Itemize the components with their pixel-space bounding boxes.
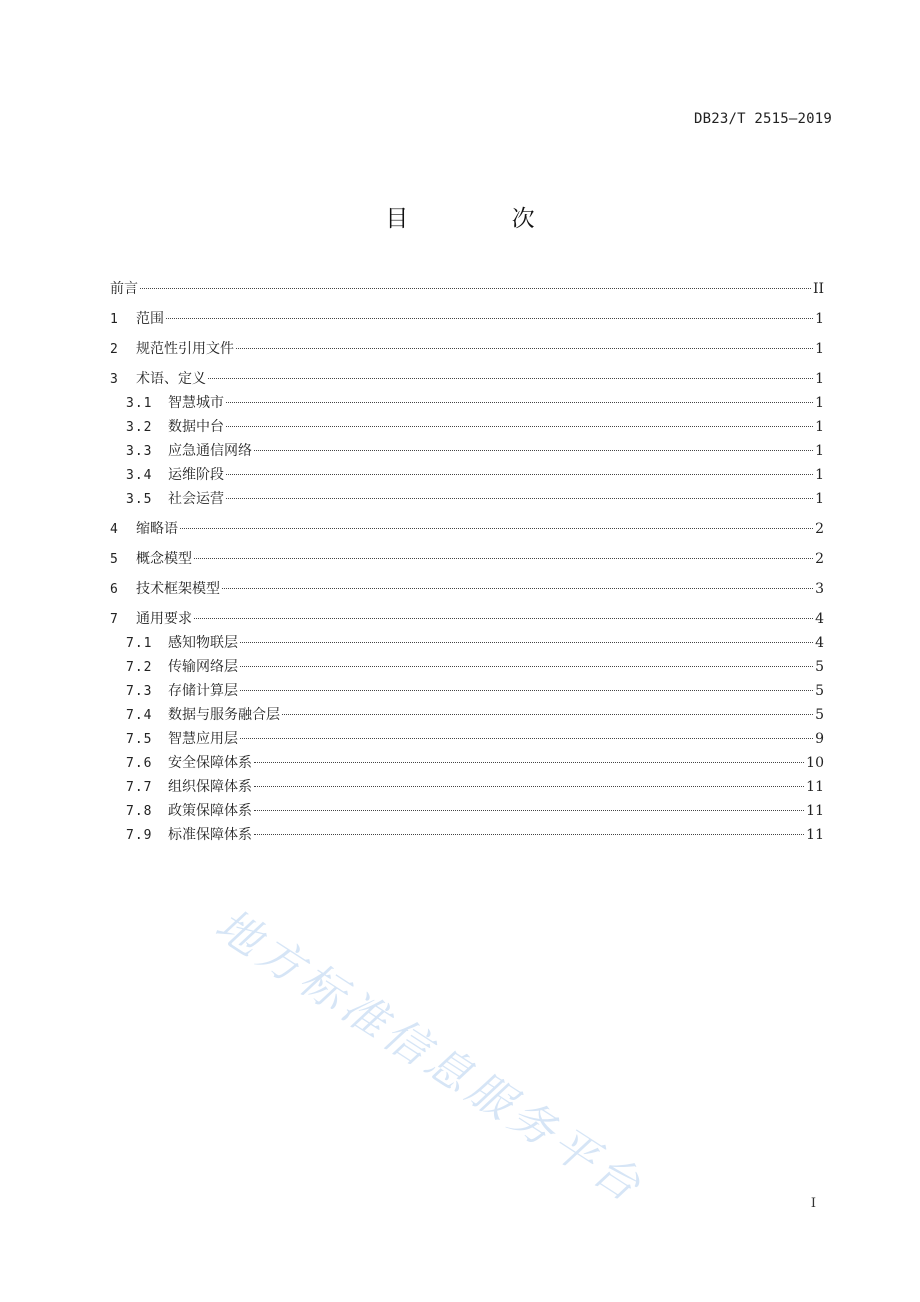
toc-leader-dots bbox=[282, 714, 813, 715]
toc-entry-page: II bbox=[812, 281, 824, 297]
toc-entry[interactable] bbox=[110, 775, 824, 799]
toc-entry-number: 7 bbox=[110, 612, 118, 627]
toc-entry[interactable] bbox=[110, 751, 824, 775]
toc-entry-number: 6 bbox=[110, 582, 118, 597]
toc-leader-dots bbox=[226, 498, 813, 499]
toc-entry-label: 智慧应用层 bbox=[168, 731, 238, 747]
toc-entry-page: 2 bbox=[815, 551, 824, 567]
document-code: DB23/T 2515—2019 bbox=[693, 111, 832, 127]
toc-entry-page: 1 bbox=[815, 395, 824, 411]
toc-leader-dots bbox=[254, 450, 813, 451]
toc-entry-label: 存储计算层 bbox=[168, 683, 238, 699]
toc-entry-number: 4 bbox=[110, 522, 118, 537]
toc-entry-number: 3.5 bbox=[126, 492, 153, 507]
toc-entry-number: 3.1 bbox=[126, 396, 153, 411]
toc-leader-dots bbox=[194, 618, 813, 619]
toc-entry-number: 1 bbox=[110, 312, 118, 327]
toc-entry-page: 5 bbox=[815, 683, 824, 699]
toc-entry-label: 组织保障体系 bbox=[168, 779, 252, 795]
toc-leader-dots bbox=[240, 642, 813, 643]
toc-leader-dots bbox=[254, 810, 804, 811]
toc-leader-dots bbox=[240, 666, 813, 667]
toc-entry-label: 范围 bbox=[136, 311, 164, 327]
toc-entry-page: 1 bbox=[815, 371, 824, 387]
toc-entry-number: 3.3 bbox=[126, 444, 153, 459]
toc-leader-dots bbox=[240, 738, 813, 739]
toc-entry-page: 1 bbox=[815, 467, 824, 483]
toc-leader-dots bbox=[254, 834, 804, 835]
toc-leader-dots bbox=[226, 474, 813, 475]
toc-entry-page: 1 bbox=[815, 419, 824, 435]
toc-entry-number: 7.1 bbox=[126, 636, 153, 651]
watermark-text: 地方标准信息服务平台 bbox=[206, 899, 654, 1215]
toc-entry[interactable] bbox=[110, 577, 824, 601]
toc-entry[interactable] bbox=[110, 727, 824, 751]
page-number: I bbox=[810, 1196, 816, 1211]
toc-entry[interactable] bbox=[110, 607, 824, 631]
toc-entry-page: 2 bbox=[815, 521, 824, 537]
toc-entry-label: 数据与服务融合层 bbox=[168, 707, 280, 723]
toc-entry-number: 7.2 bbox=[126, 660, 153, 675]
toc-entry-label: 传输网络层 bbox=[168, 659, 238, 675]
toc-entry-number: 7.5 bbox=[126, 732, 153, 747]
toc-entry-number: 7.3 bbox=[126, 684, 153, 699]
toc-entry-label: 技术框架模型 bbox=[136, 581, 220, 597]
toc-leader-dots bbox=[208, 378, 813, 379]
toc-entry-label: 感知物联层 bbox=[168, 635, 238, 651]
toc-entry-page: 11 bbox=[806, 827, 824, 843]
toc-entry-number: 7.6 bbox=[126, 756, 153, 771]
toc-entry-label: 概念模型 bbox=[136, 551, 192, 567]
toc-entry-label: 通用要求 bbox=[136, 611, 192, 627]
toc-entry[interactable] bbox=[110, 307, 824, 331]
toc-entry-page: 1 bbox=[815, 341, 824, 357]
toc-entry-number: 7.9 bbox=[126, 828, 153, 843]
toc-entry[interactable] bbox=[110, 337, 824, 361]
toc-entry[interactable] bbox=[110, 463, 824, 487]
toc-entry-page: 1 bbox=[815, 443, 824, 459]
toc-entry-label: 缩略语 bbox=[136, 521, 178, 537]
table-of-contents bbox=[110, 277, 824, 847]
toc-entry-number: 5 bbox=[110, 552, 118, 567]
toc-leader-dots bbox=[222, 588, 813, 589]
toc-entry[interactable] bbox=[110, 391, 824, 415]
toc-entry-page: 5 bbox=[815, 659, 824, 675]
toc-entry-page: 4 bbox=[815, 635, 824, 651]
toc-leader-dots bbox=[194, 558, 813, 559]
toc-entry-number: 3.4 bbox=[126, 468, 153, 483]
toc-entry-label: 安全保障体系 bbox=[168, 755, 252, 771]
toc-entry-label: 数据中台 bbox=[168, 419, 224, 435]
toc-leader-dots bbox=[226, 426, 813, 427]
toc-entry-label: 标准保障体系 bbox=[168, 827, 252, 843]
toc-entry-label: 运维阶段 bbox=[168, 467, 224, 483]
toc-leader-dots bbox=[254, 762, 804, 763]
toc-entry[interactable] bbox=[110, 547, 824, 571]
toc-entry-label: 智慧城市 bbox=[168, 395, 224, 411]
toc-entry[interactable] bbox=[110, 415, 824, 439]
toc-entry-page: 4 bbox=[815, 611, 824, 627]
toc-entry-number: 7.4 bbox=[126, 708, 153, 723]
toc-entry[interactable] bbox=[110, 367, 824, 391]
page-title: 目 次 bbox=[385, 206, 583, 232]
toc-entry-label: 政策保障体系 bbox=[168, 803, 252, 819]
toc-entry-number: 7.8 bbox=[126, 804, 153, 819]
toc-entry-number: 3.2 bbox=[126, 420, 153, 435]
toc-entry[interactable] bbox=[110, 703, 824, 727]
toc-entry-label: 社会运营 bbox=[168, 491, 224, 507]
toc-entry-page: 1 bbox=[815, 311, 824, 327]
toc-leader-dots bbox=[140, 288, 811, 289]
toc-leader-dots bbox=[166, 318, 813, 319]
toc-leader-dots bbox=[240, 690, 813, 691]
toc-entry-label: 术语、定义 bbox=[136, 371, 206, 387]
toc-entry[interactable] bbox=[110, 679, 824, 703]
toc-leader-dots bbox=[180, 528, 813, 529]
toc-entry[interactable] bbox=[110, 823, 824, 847]
toc-entry[interactable] bbox=[110, 277, 824, 301]
toc-entry[interactable] bbox=[110, 487, 824, 511]
toc-entry-label: 前言 bbox=[110, 281, 138, 297]
toc-entry[interactable] bbox=[110, 439, 824, 463]
toc-entry-label: 应急通信网络 bbox=[168, 443, 252, 459]
toc-entry-page: 11 bbox=[806, 779, 824, 795]
toc-entry-page: 9 bbox=[815, 731, 824, 747]
toc-entry-page: 10 bbox=[806, 755, 824, 771]
toc-entry-page: 11 bbox=[806, 803, 824, 819]
toc-entry[interactable] bbox=[110, 799, 824, 823]
toc-entry[interactable] bbox=[110, 655, 824, 679]
toc-leader-dots bbox=[254, 786, 804, 787]
toc-leader-dots bbox=[236, 348, 813, 349]
toc-entry-label: 规范性引用文件 bbox=[136, 341, 234, 357]
toc-entry-page: 1 bbox=[815, 491, 824, 507]
toc-leader-dots bbox=[226, 402, 813, 403]
toc-entry[interactable] bbox=[110, 517, 824, 541]
toc-entry-page: 5 bbox=[815, 707, 824, 723]
toc-entry-page: 3 bbox=[815, 581, 824, 597]
toc-entry-number: 7.7 bbox=[126, 780, 153, 795]
toc-entry-number: 3 bbox=[110, 372, 118, 387]
toc-entry[interactable] bbox=[110, 631, 824, 655]
toc-entry-number: 2 bbox=[110, 342, 118, 357]
